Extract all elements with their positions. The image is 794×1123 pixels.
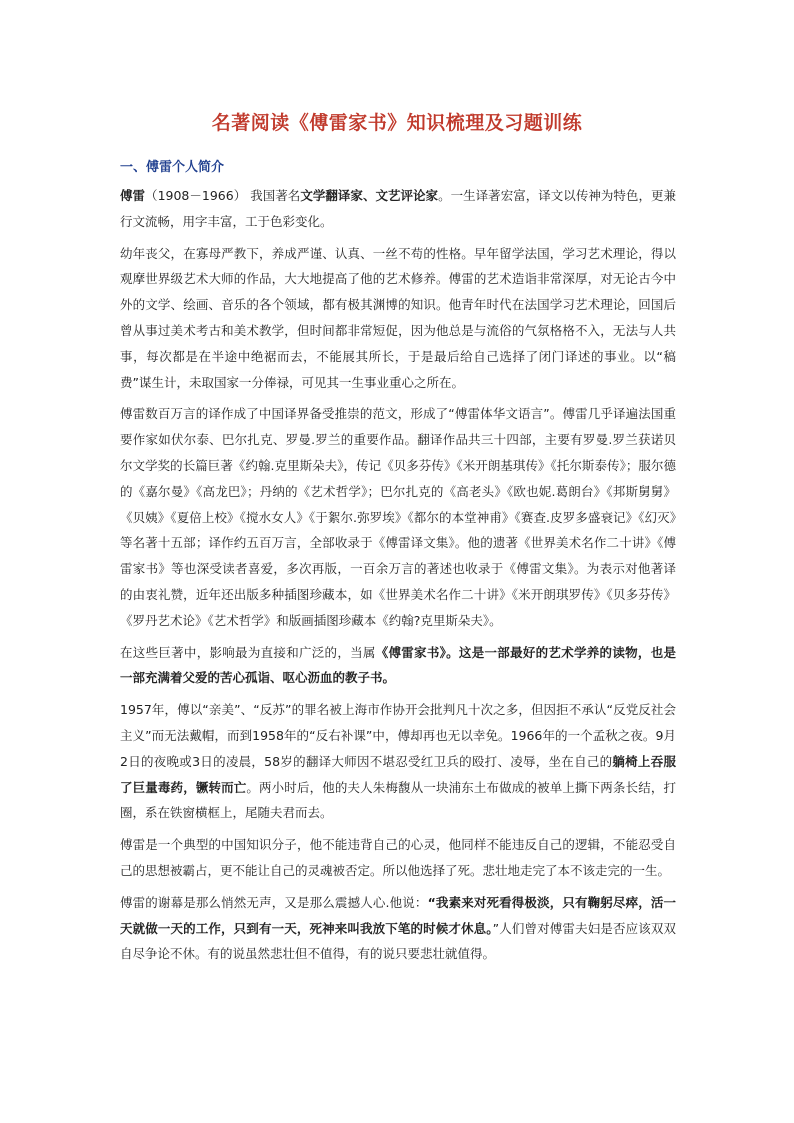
life-dates: （1908－1966） — [145, 188, 247, 203]
text-run: ”人们曾对傅雷夫妇是否应该双双自尽争论不休。有的说虽然悲壮但不值得，有的说只要悲壮就值得。 — [120, 920, 676, 962]
paragraph-translations: 傅雷数百万言的译作成了中国译界备受推崇的范文，形成了“傅雷体华文语言”。傅雷几乎译遍法国重要作家如伏尔泰、巴尔扎克、罗曼.罗兰的重要作品。翻译作品共三十四部，主要有罗曼.罗兰获诺贝尔文学奖的长篇巨著《约翰.克里斯朵夫》，传记《贝多芬传》《米开朗基琪传》《托尔斯泰传》；服尔德的《嘉尔曼》《高龙巴》；丹纳的《艺术哲学》；巴尔扎克的《高老头》《欧也妮.葛朗台》《邦斯舅舅》《贝姨》《夏倍上校》《搅水女人》《于絮尔.弥罗埃》《都尔的本堂神甫》《赛查.皮罗多盛衰记》《幻灭》等名著十五部；译作约五百万言，全部收录于《傅雷译文集》。他的遗著《世界美术名作二十讲》《傅雷家书》等也深受读者喜爱，多次再版，一百余万言的著述也收录于《傅雷文集》。为表示对他著译的由衷礼赞，近年还出版多种插图珍藏本，如《世界美术名作二十讲》《米开朗琪罗传》《贝多芬传》《罗丹艺术论》《艺术哲学》和版画插图珍藏本《约翰?克里斯朵夫》。 — [120, 406, 676, 628]
emphasis-text: 躺椅上吞服了巨量毒药，镢转而亡 — [120, 753, 676, 795]
paragraph-early-life: 幼年丧父，在寡母严教下，养成严谨、认真、一丝不苟的性格。早年留学法国，学习艺术理论，得以观摩世界级艺术大师的作品，大大地提高了他的艺术修养。傅雷的艺术造诣非常深厚，对无论古今中外的文学、绘画、音乐的各个领域，都有极其渊博的知识。他青年时代在法国学习艺术理论，回国后曾从事过美术考古和美术教学，但时间都非常短促，因为他总是与流俗的气氛格格不入，无法与人共事，每次都是在半途中绝裾而去，不能展其所长，于是最后给自己选择了闭门译述的事业。以“稿费”谋生计，未取国家一分俸禄，可见其一生事业重心之所在。 — [120, 245, 676, 390]
text-run: 1957年，傅以“亲美”、“反苏”的罪名被上海市作协开会批判凡十次之多，但因拒不承认“反党反社会主义”而无法戴帽，而到1958年的“反右补课”中，傅却再也无以幸免。1966年的一个孟秋之夜。9月2日的夜晚或3日的凌晨，58岁的翻译大师因不堪忍受红卫兵的殴打、凌辱，坐在自己的 — [120, 702, 676, 769]
paragraph-farewell — [120, 890, 676, 967]
text-run: 。两小时后，他的夫人朱梅馥从一块浦东土布做成的被单上撕下两条长结，打圈，系在铁窗横框上，尾随夫君而去。 — [120, 779, 676, 821]
text-run: 傅雷的谢幕是那么悄然无声，又是那么震撼人心.他说： — [120, 894, 428, 910]
paragraph-intellectual: 傅雷是一个典型的中国知识分子，他不能违背自己的心灵，他同样不能违反自己的逻辑，不能忍受自己的思想被霸占，更不能让自己的灵魂被否定。所以他选择了死。悲壮地走完了本不该走完的一生。 — [120, 837, 676, 878]
paragraph-intro — [120, 183, 676, 235]
paragraph-family-letters — [120, 640, 676, 692]
emphasis-text: 文学翻译家、文艺评论家 — [300, 188, 439, 203]
document-title: 名著阅读《傅雷家书》知识梳理及习题训练 — [211, 112, 583, 134]
document-body — [120, 183, 676, 973]
person-name: 傅雷 — [120, 188, 146, 203]
quote-text: “我素来对死看得极淡，只有鞠躬尽瘁，活一天就做一天的工作，只到有一天，死神来叫我放下笔的时候才休息。 — [120, 894, 676, 936]
section-heading: 一、傅雷个人简介 — [120, 160, 225, 175]
emphasis-text: 《傅雷家书》。这是一部最好的艺术学养的读物，也是一部充满着父爱的苦心孤诣、呕心沥血的教子书。 — [120, 644, 676, 686]
text-run: 我国著名 — [246, 188, 301, 203]
text-run: 。一生译著宏富，译文以传神为特色，更兼行文流畅，用字丰富，工于色彩变化。 — [120, 188, 676, 229]
text-run: 在这些巨著中，影响最为直接和广泛的，当属 — [120, 644, 376, 660]
paragraph-death — [120, 697, 676, 826]
